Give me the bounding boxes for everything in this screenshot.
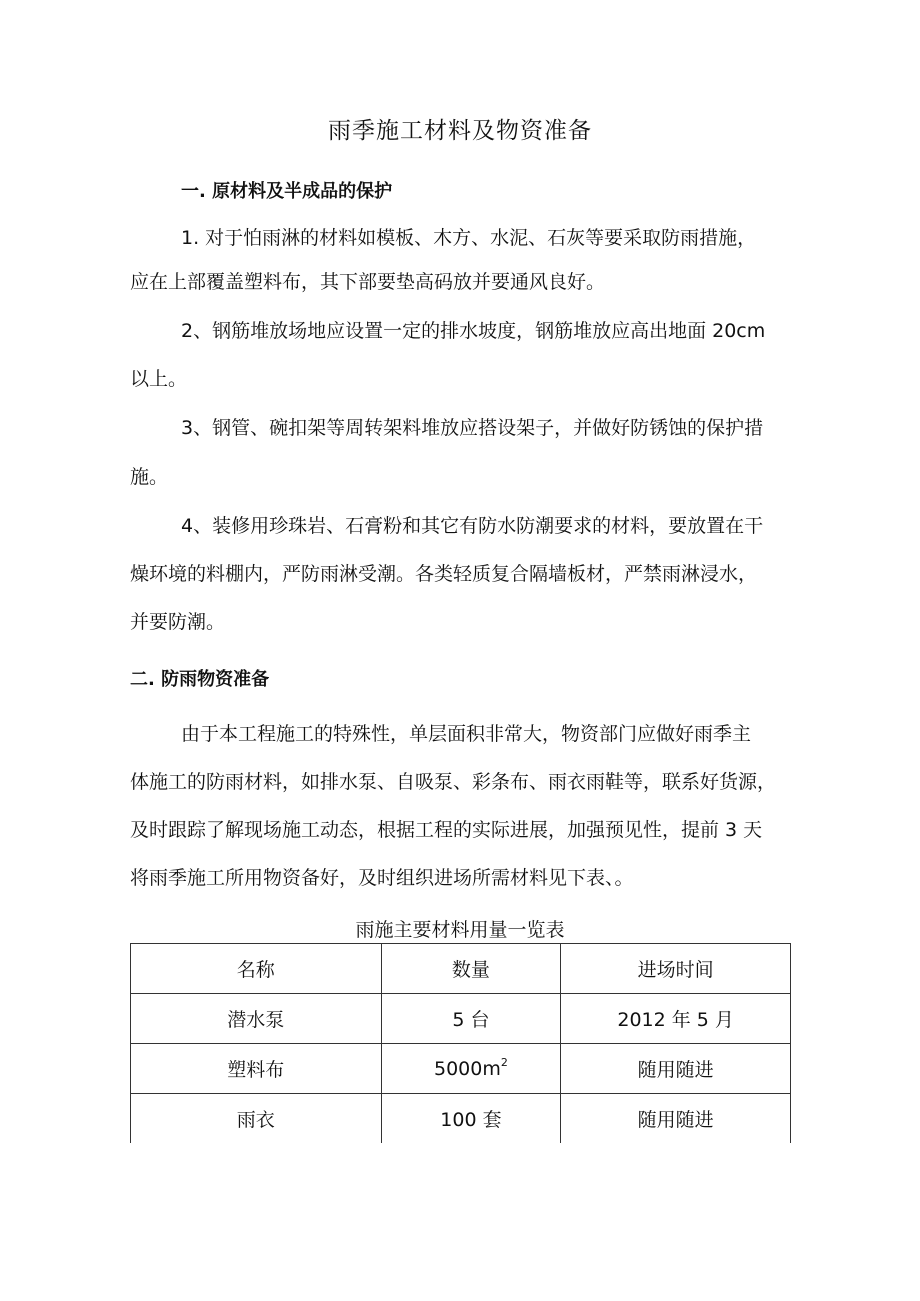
paragraph-1-line-1: 1. 对于怕雨淋的材料如模板、木方、水泥、石灰等要采取防雨措施， [181,227,757,249]
section-2-paragraph-line-2: 体施工的防雨材料，如排水泵、自吸泵、彩条布、雨衣雨鞋等，联系好货源， [130,771,777,793]
paragraph-1-line-2: 应在上部覆盖塑料布，其下部要垫高码放并要通风良好。 [130,271,606,293]
cell-name: 雨衣 [131,1094,382,1144]
table-row [131,994,791,1044]
section-2-heading: 二. 防雨物资准备 [130,669,270,690]
section-1-heading: 一. 原材料及半成品的保护 [181,181,393,202]
cell-quantity: 5 台 [381,994,561,1044]
section-2-paragraph-line-4: 将雨季施工所用物资备好，及时组织进场所需材料见下表、。 [130,867,634,889]
table-header-row [131,944,791,994]
paragraph-2-line-1: 2、钢筋堆放场地应设置一定的排水坡度，钢筋堆放应高出地面 20cm [181,320,766,342]
paragraph-3-line-1: 3、钢管、碗扣架等周转架料堆放应搭设架子，并做好防锈蚀的保护措 [181,417,764,439]
quantity-superscript: 2 [500,1055,508,1069]
cell-name: 塑料布 [131,1044,382,1094]
table-caption: 雨施主要材料用量一览表 [355,919,565,941]
paragraph-4-line-1: 4、装修用珍珠岩、石膏粉和其它有防水防潮要求的材料，要放置在干 [181,515,764,537]
cell-quantity [381,1044,561,1094]
quantity-value: 5000m [434,1057,501,1080]
table-row [131,1094,791,1144]
section-2-paragraph-line-1: 由于本工程施工的特殊性，单层面积非常大，物资部门应做好雨季主 [181,723,752,745]
section-2-paragraph-line-3: 及时跟踪了解现场施工动态，根据工程的实际进展，加强预见性，提前 3 天 [130,819,763,841]
paragraph-4-line-2: 燥环境的料棚内，严防雨淋受潮。各类轻质复合隔墙板材，严禁雨淋浸水， [130,563,758,585]
paragraph-2-line-2: 以上。 [130,368,188,390]
header-arrival-time: 进场时间 [561,944,791,994]
header-quantity: 数量 [381,944,561,994]
paragraph-3-line-2: 施。 [130,466,169,488]
paragraph-4-line-3: 并要防潮。 [130,611,226,633]
table-row [131,1044,791,1094]
cell-arrival-time: 2012 年 5 月 [561,994,791,1044]
cell-arrival-time: 随用随进 [561,1094,791,1144]
header-name: 名称 [131,944,382,994]
document-title: 雨季施工材料及物资准备 [328,118,592,144]
cell-arrival-time: 随用随进 [561,1044,791,1094]
cell-name: 潜水泵 [131,994,382,1044]
materials-table [130,943,791,1143]
cell-quantity: 100 套 [381,1094,561,1144]
